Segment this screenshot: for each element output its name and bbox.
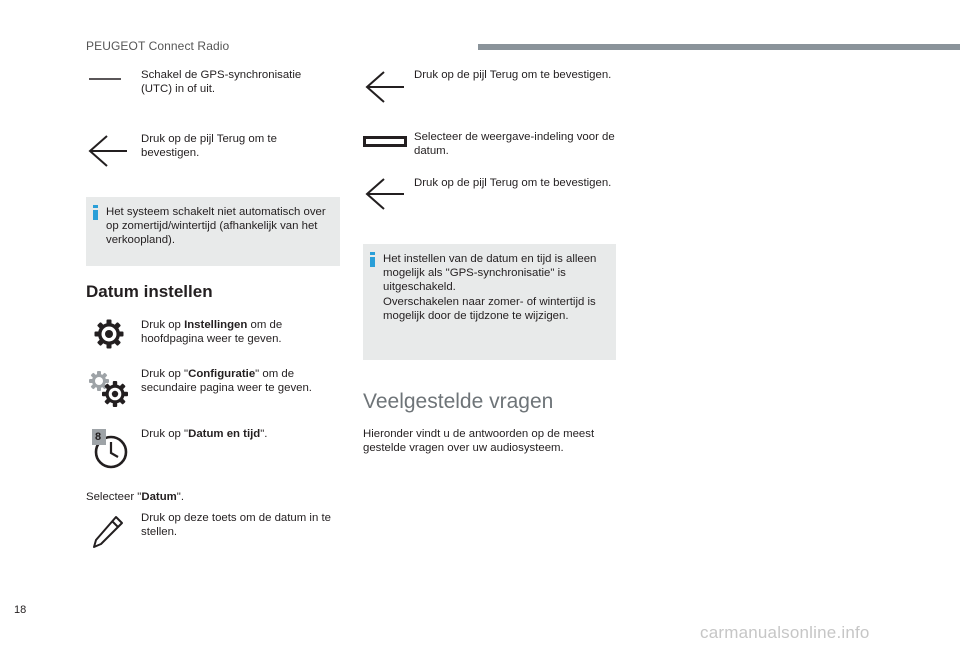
info-box-left [86,197,340,266]
faq-intro: Hieronder vindt u de antwoorden op de meest gestelde vragen over uw audiosysteem. [363,428,595,455]
select-datum-line: Selecteer "Datum". [86,491,185,503]
info-icon [370,252,375,268]
page-header-title: PEUGEOT Connect Radio [86,39,230,53]
section-title-veelgestelde-vragen: Veelgestelde vragen [363,390,554,413]
step-configuratie: Druk op "Configuratie" om de secundaire pagina weer te geven. [141,368,312,395]
info-box-left-text: Het systeem schakelt niet automatisch over op zomertijd/wintertijd (afhankelijk van het verkoopland). [106,206,326,247]
back-arrow-icon [364,177,406,211]
toggle-line-icon [88,74,122,84]
header-bar [478,44,960,50]
pencil-instruction: Druk op deze toets om de datum in te stellen. [141,512,331,539]
date-format-instruction: Selecteer de weergave-indeling voor de datum. [414,131,615,158]
info-icon [93,205,98,221]
back-arrow-icon [87,134,129,168]
section-title-datum: Datum instellen [86,282,213,301]
info-box-right-text [383,252,609,323]
format-bar-icon [363,136,407,148]
configuration-gears-icon [88,370,130,408]
back-arrow-icon [364,70,406,104]
watermark: carmanualsonline.info [700,623,870,642]
gps-sync-instruction: Schakel de GPS-synchronisatie (UTC) in of uit. [141,69,302,96]
back-arrow-instruction-1: Druk op de pijl Terug om te bevestigen. [141,133,277,160]
clock-badge: 8 [94,431,102,443]
step-datum-en-tijd: Druk op "Datum en tijd". [141,428,268,440]
info-box-right [363,244,616,360]
info-box-right-line1: Het instellen van de datum en tijd is alleen mogelijk als "GPS-synchronisatie" is uitgeschakeld. [383,253,597,294]
settings-gear-icon [93,318,125,350]
back-arrow-instruction-2: Druk op de pijl Terug om te bevestigen. [414,69,612,81]
page-number: 18 [14,604,27,616]
back-arrow-instruction-3: Druk op de pijl Terug om te bevestigen. [414,177,612,189]
step-instellingen: Druk op Instellingen om de hoofdpagina weer te geven. [141,319,283,346]
pencil-icon [92,514,124,550]
info-box-right-line2: Overschakelen naar zomer- of wintertijd is mogelijk door de tijdzone te wijzigen. [383,295,596,322]
